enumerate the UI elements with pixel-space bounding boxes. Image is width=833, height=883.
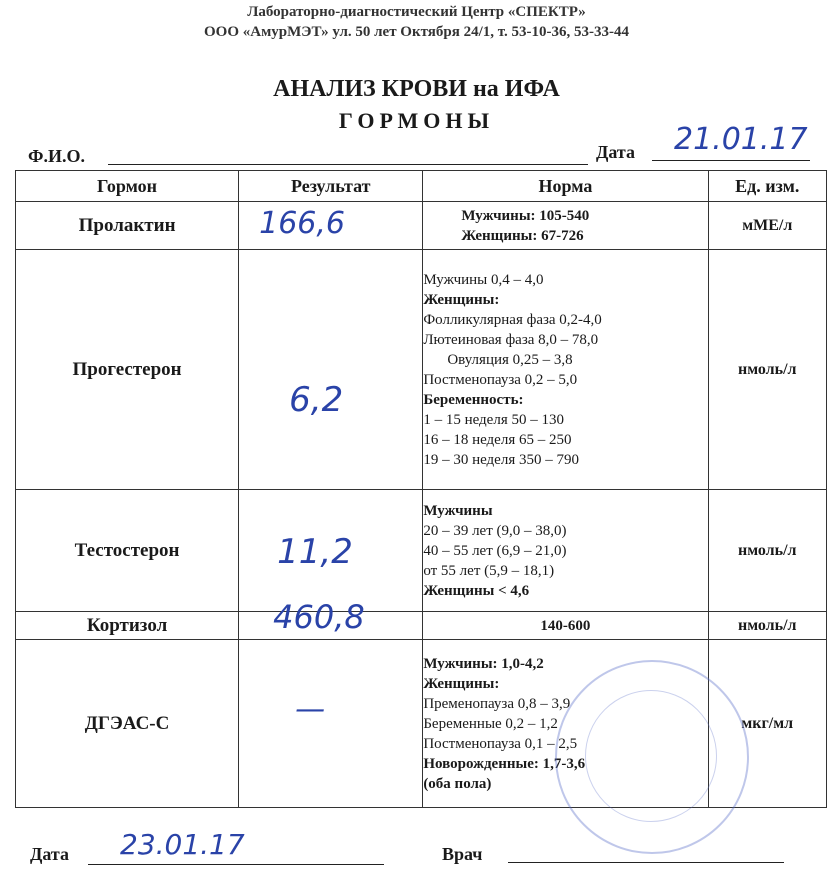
result-value: —	[295, 692, 326, 727]
norm-line: Женщины < 4,6	[423, 582, 530, 599]
result-cell	[239, 250, 423, 490]
norm-line: Женщины: 67-726	[461, 227, 584, 244]
hormone-name: Прогестерон	[16, 250, 239, 490]
hormone-name: ДГЭАС-С	[16, 640, 239, 808]
norm-line: 20 – 39 лет (9,0 – 38,0)	[423, 522, 567, 539]
norm-cell	[423, 250, 708, 490]
result-value: 6,2	[289, 380, 344, 420]
unit-cell: мМЕ/л	[708, 202, 827, 250]
norm-line: Пременопауза 0,8 – 3,9	[423, 695, 571, 712]
col-unit: Ед. изм.	[708, 171, 827, 202]
table-header-row	[16, 171, 827, 202]
document-title: АНАЛИЗ КРОВИ на ИФА	[273, 76, 560, 102]
norm-line: 140-600	[540, 617, 591, 634]
result-value: 460,8	[273, 598, 365, 636]
table-row	[16, 490, 827, 612]
unit-cell: мкг/мл	[708, 640, 827, 808]
result-value: 11,2	[277, 532, 353, 572]
norm-line: Мужчины: 1,0-4,2	[423, 655, 544, 672]
norm-line: от 55 лет (5,9 – 18,1)	[423, 562, 555, 579]
norm-line: Беременные 0,2 – 1,2	[423, 715, 558, 732]
date-value: 21.01.17	[674, 122, 808, 157]
lab-address: ООО «АмурМЭТ» ул. 50 лет Октября 24/1, т. 53-10-36, 53-33-44	[203, 24, 630, 40]
date-line	[652, 160, 810, 161]
unit-cell: нмоль/л	[708, 612, 827, 640]
doctor-signature-line	[508, 862, 784, 863]
fio-line	[108, 164, 588, 165]
result-cell	[239, 598, 423, 640]
norm-line: 40 – 55 лет (6,9 – 21,0)	[423, 542, 567, 559]
norm-line: Новорожденные: 1,7-3,6	[423, 755, 586, 772]
unit-cell: нмоль/л	[708, 250, 827, 490]
norm-line: 19 – 30 неделя 350 – 790	[423, 451, 579, 468]
footer-date-label: Дата	[30, 844, 69, 864]
norm-line: Мужчины	[423, 502, 493, 519]
date-label: Дата	[596, 142, 635, 162]
norm-cell	[423, 202, 708, 250]
norm-line: Овуляция 0,25 – 3,8	[447, 351, 573, 368]
norm-line: Фолликулярная фаза 0,2-4,0	[423, 311, 602, 328]
norm-line: Лютеиновая фаза 8,0 – 78,0	[423, 331, 599, 348]
norm-line: 1 – 15 неделя 50 – 130	[423, 411, 564, 428]
document-subtitle: ГОРМОНЫ	[338, 108, 495, 133]
norm-line: Женщины:	[423, 675, 500, 692]
table-row	[16, 250, 827, 490]
result-cell	[239, 640, 423, 808]
norm-cell	[423, 612, 708, 640]
unit-cell: нмоль/л	[708, 490, 827, 612]
norm-line: Женщины:	[423, 291, 500, 308]
norm-line: Постменопауза 0,2 – 5,0	[423, 371, 578, 388]
lab-name: Лабораторно-диагностический Центр «СПЕКТР»	[247, 4, 586, 20]
result-cell	[239, 490, 423, 612]
result-cell	[239, 202, 423, 250]
col-norm: Норма	[423, 171, 708, 202]
norm-line: (оба пола)	[423, 775, 492, 792]
footer-date-value: 23.01.17	[120, 828, 245, 861]
col-result: Результат	[239, 171, 423, 202]
doctor-label: Врач	[442, 844, 483, 864]
hormone-name: Кортизол	[16, 612, 239, 640]
norm-line: Мужчины: 105-540	[461, 207, 590, 224]
seal-stamp	[555, 660, 749, 854]
norm-line: 16 – 18 неделя 65 – 250	[423, 431, 572, 448]
result-value: 166,6	[259, 206, 346, 241]
hormone-name: Пролактин	[16, 202, 239, 250]
hormone-name: Тестостерон	[16, 490, 239, 612]
table-row	[16, 202, 827, 250]
col-hormone: Гормон	[16, 171, 239, 202]
table-row	[16, 612, 827, 640]
norm-line: Беременность:	[423, 391, 524, 408]
fio-label: Ф.И.О.	[28, 146, 85, 166]
norm-cell	[423, 490, 708, 612]
norm-line: Постменопауза 0,1 – 2,5	[423, 735, 578, 752]
norm-line: Мужчины 0,4 – 4,0	[423, 271, 544, 288]
footer-date-line	[88, 864, 384, 865]
